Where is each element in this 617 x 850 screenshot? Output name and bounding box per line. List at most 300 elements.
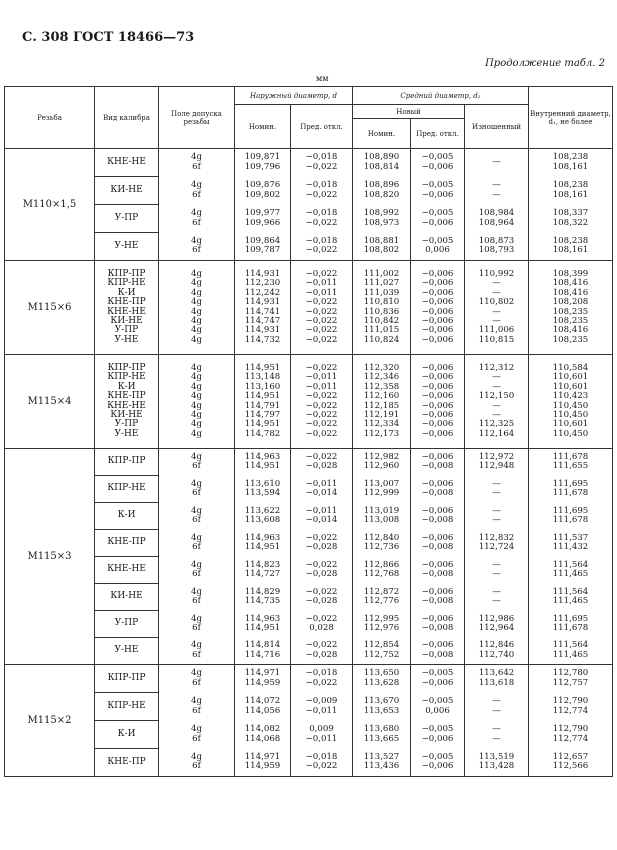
- value: 111,432: [552, 542, 589, 552]
- value: 4g: [191, 235, 202, 246]
- value: 112,866: [363, 559, 400, 570]
- mid-nominal-cell: [353, 261, 411, 355]
- mid-limit-cell: [411, 665, 465, 693]
- value: 112,780: [552, 668, 589, 679]
- mid-nominal-cell: [353, 233, 411, 261]
- value: −0,022: [305, 613, 338, 624]
- tolerance-cell: [159, 205, 235, 233]
- value: 0,006: [425, 705, 450, 716]
- mid-nominal-cell: [353, 721, 411, 749]
- value: 110,450: [552, 428, 589, 439]
- mid-limit-cell: [411, 261, 465, 355]
- page-header: С. 308 ГОСТ 18466—73: [22, 30, 195, 45]
- gauge-type-cell: К-И: [95, 503, 159, 530]
- value: 112,736: [363, 542, 400, 552]
- value: 111,564: [552, 559, 589, 570]
- table-row: [5, 449, 613, 476]
- value: −0,011: [305, 478, 338, 489]
- value: −0,014: [305, 515, 338, 525]
- value: 112,948: [478, 461, 515, 472]
- value: 4g: [191, 668, 202, 679]
- value: 111,695: [552, 613, 589, 624]
- col-outer-diameter: Наружный диаметр, d: [235, 87, 353, 105]
- value: −0,022: [305, 428, 338, 439]
- value: 6f: [192, 596, 201, 606]
- value: 6f: [192, 733, 201, 744]
- value: 113,019: [363, 505, 400, 516]
- value: 110,836: [363, 306, 400, 317]
- value: 114,963: [244, 451, 281, 462]
- value: −0,006: [421, 640, 454, 651]
- outer-limit-cell: [291, 355, 353, 449]
- inner-diameter-cell: [529, 503, 613, 530]
- value: −0,022: [305, 268, 338, 279]
- worn-cell: [465, 503, 529, 530]
- value: 112,972: [478, 451, 515, 462]
- mid-limit-cell: [411, 721, 465, 749]
- mid-limit-cell: [411, 584, 465, 611]
- value: 114,959: [244, 677, 281, 688]
- worn-cell: [465, 665, 529, 693]
- inner-diameter-cell: [529, 205, 613, 233]
- value: 108,890: [363, 152, 400, 163]
- outer-limit-cell: [291, 205, 353, 233]
- gauge-type-cell: КНЕ-НЕ: [95, 557, 159, 584]
- mid-limit-cell: [411, 449, 465, 476]
- value: 114,735: [244, 596, 281, 606]
- value: 109,787: [244, 245, 281, 256]
- worn-cell: [465, 749, 529, 777]
- mid-nominal-cell: [353, 611, 411, 638]
- value: 114,951: [244, 391, 281, 402]
- gauge-type: КПР-ПР: [107, 362, 146, 373]
- value: 112,320: [363, 362, 400, 373]
- tolerance-cell: [159, 638, 235, 665]
- outer-limit-cell: [291, 749, 353, 777]
- mid-limit-cell: [411, 557, 465, 584]
- value: −0,018: [305, 152, 338, 163]
- value: −0,011: [305, 381, 338, 392]
- value: 112,774: [552, 733, 589, 744]
- thread-cell: M115×2: [5, 665, 95, 777]
- value: 0,009: [309, 724, 334, 735]
- value: 6f: [192, 461, 201, 472]
- outer-nominal-cell: [235, 721, 291, 749]
- value: 112,164: [478, 428, 515, 439]
- value: −0,006: [421, 400, 454, 411]
- value: −0,008: [421, 596, 454, 606]
- value: 112,757: [552, 677, 589, 688]
- value: —: [492, 559, 501, 570]
- value: —: [492, 278, 501, 289]
- value: 109,966: [244, 217, 281, 228]
- mid-limit-cell: [411, 205, 465, 233]
- worn-cell: [465, 177, 529, 205]
- value: 112,160: [363, 391, 400, 402]
- gauge-type: К-И: [117, 287, 136, 298]
- value: −0,005: [421, 751, 454, 762]
- gauge-type: У-НЕ: [114, 428, 139, 439]
- gauge-type-cell: КПР-НЕ: [95, 693, 159, 721]
- outer-limit-cell: [291, 177, 353, 205]
- gauge-type-cell: КПР-ПР: [95, 665, 159, 693]
- worn-cell: [465, 638, 529, 665]
- value: 110,842: [363, 315, 400, 326]
- thread-cell: M115×3: [5, 449, 95, 665]
- table-row: [5, 584, 613, 611]
- gauge-type-cell: КПР-НЕ: [95, 476, 159, 503]
- value: −0,006: [421, 362, 454, 373]
- tolerance-cell: [159, 355, 235, 449]
- worn-cell: [465, 205, 529, 233]
- value: −0,022: [305, 400, 338, 411]
- outer-nominal-cell: [235, 177, 291, 205]
- outer-nominal-cell: [235, 693, 291, 721]
- value: 108,238: [552, 180, 589, 191]
- value: 113,618: [478, 677, 515, 688]
- value: −0,018: [305, 751, 338, 762]
- value: 111,564: [552, 640, 589, 651]
- tolerance-cell: [159, 149, 235, 177]
- value: 4g: [191, 696, 202, 707]
- value: 108,814: [363, 161, 400, 172]
- value: 4g: [191, 278, 202, 289]
- value: 0,028: [309, 623, 334, 633]
- value: 110,450: [552, 409, 589, 420]
- outer-nominal-cell: [235, 149, 291, 177]
- value: −0,022: [305, 245, 338, 256]
- inner-diameter-cell: [529, 665, 613, 693]
- value: −0,022: [305, 306, 338, 317]
- value: 112,752: [363, 649, 400, 660]
- outer-nominal-cell: [235, 503, 291, 530]
- outer-nominal-cell: [235, 233, 291, 261]
- value: —: [492, 724, 501, 735]
- inner-diameter-cell: [529, 557, 613, 584]
- value: 4g: [191, 334, 202, 345]
- table-row: [5, 355, 613, 449]
- value: 112,872: [363, 586, 400, 597]
- value: —: [492, 478, 501, 489]
- value: −0,008: [421, 649, 454, 660]
- value: 114,963: [244, 613, 281, 624]
- value: 110,601: [552, 381, 589, 392]
- value: 112,346: [363, 372, 400, 383]
- outer-limit-cell: [291, 149, 353, 177]
- value: −0,006: [421, 297, 454, 308]
- value: 112,150: [478, 391, 515, 402]
- mid-limit-cell: [411, 233, 465, 261]
- value: —: [492, 515, 501, 525]
- mid-limit-cell: [411, 749, 465, 777]
- mid-limit-cell: [411, 638, 465, 665]
- value: 6f: [192, 488, 201, 498]
- tolerance-cell: [159, 503, 235, 530]
- value: −0,008: [421, 542, 454, 552]
- value: 110,584: [552, 362, 589, 373]
- value: —: [492, 306, 501, 317]
- gauge-type: КНЕ-ПР: [107, 391, 146, 402]
- table-row: [5, 557, 613, 584]
- value: 0,006: [425, 245, 450, 256]
- outer-nominal-cell: [235, 476, 291, 503]
- value: −0,008: [421, 623, 454, 633]
- value: 113,653: [363, 705, 400, 716]
- value: 112,768: [363, 569, 400, 579]
- outer-limit-cell: [291, 611, 353, 638]
- outer-nominal-cell: [235, 530, 291, 557]
- value: −0,022: [305, 189, 338, 200]
- inner-diameter-cell: [529, 749, 613, 777]
- value: 111,465: [552, 596, 589, 606]
- inner-diameter-cell: [529, 476, 613, 503]
- inner-diameter-cell: [529, 638, 613, 665]
- gauge-type-cell: КНЕ-НЕ: [95, 149, 159, 177]
- value: 4g: [191, 419, 202, 430]
- thread-cell: M115×6: [5, 261, 95, 355]
- col-mid-limit: Пред. откл.: [411, 119, 465, 149]
- value: 6f: [192, 217, 201, 228]
- value: 112,657: [552, 751, 589, 762]
- value: −0,022: [305, 391, 338, 402]
- tolerance-cell: [159, 611, 235, 638]
- value: 111,039: [363, 287, 400, 298]
- value: 108,984: [478, 208, 515, 219]
- value: −0,018: [305, 180, 338, 191]
- table-row: [5, 530, 613, 557]
- value: −0,005: [421, 235, 454, 246]
- continuation-label: Продолжение табл. 2: [485, 58, 605, 69]
- value: 108,416: [552, 325, 589, 336]
- value: 4g: [191, 586, 202, 597]
- inner-diameter-cell: [529, 530, 613, 557]
- outer-nominal-cell: [235, 205, 291, 233]
- worn-cell: [465, 355, 529, 449]
- thread-cell: M115×4: [5, 355, 95, 449]
- outer-limit-cell: [291, 584, 353, 611]
- value: 6f: [192, 761, 201, 772]
- col-new: Новый: [353, 105, 465, 119]
- value: 114,951: [244, 461, 281, 472]
- value: −0,008: [421, 488, 454, 498]
- outer-limit-cell: [291, 261, 353, 355]
- value: 114,056: [244, 705, 281, 716]
- value: −0,006: [421, 409, 454, 420]
- value: −0,005: [421, 208, 454, 219]
- outer-nominal-cell: [235, 261, 291, 355]
- outer-limit-cell: [291, 638, 353, 665]
- gauge-type: У-ПР: [114, 419, 139, 430]
- value: −0,006: [421, 189, 454, 200]
- thread-cell: M110×1,5: [5, 149, 95, 261]
- value: −0,006: [421, 391, 454, 402]
- value: −0,006: [421, 306, 454, 317]
- table-body: [5, 149, 613, 777]
- value: −0,006: [421, 217, 454, 228]
- value: 4g: [191, 428, 202, 439]
- mid-nominal-cell: [353, 449, 411, 476]
- tolerance-cell: [159, 693, 235, 721]
- mid-nominal-cell: [353, 584, 411, 611]
- value: 110,815: [478, 334, 515, 345]
- value: 112,230: [244, 278, 281, 289]
- value: 113,680: [363, 724, 400, 735]
- value: −0,005: [421, 724, 454, 735]
- value: 114,727: [244, 569, 281, 579]
- value: 4g: [191, 306, 202, 317]
- value: 6f: [192, 649, 201, 660]
- value: −0,006: [421, 419, 454, 430]
- table-row: [5, 476, 613, 503]
- value: −0,006: [421, 268, 454, 279]
- value: −0,022: [305, 761, 338, 772]
- value: 110,802: [478, 297, 515, 308]
- value: 114,951: [244, 623, 281, 633]
- mid-limit-cell: [411, 149, 465, 177]
- outer-limit-cell: [291, 721, 353, 749]
- unit-label: мм: [316, 74, 329, 83]
- col-outer-limit: Пред. откл.: [291, 105, 353, 149]
- value: −0,022: [305, 419, 338, 430]
- value: 114,732: [244, 334, 281, 345]
- value: 111,465: [552, 649, 589, 660]
- col-gauge-type: Вид калибра: [95, 87, 159, 149]
- value: −0,006: [421, 613, 454, 624]
- mid-limit-cell: [411, 177, 465, 205]
- value: −0,022: [305, 334, 338, 345]
- gauge-type: КПР-ПР: [107, 268, 146, 279]
- value: 112,185: [363, 400, 400, 411]
- value: —: [492, 488, 501, 498]
- table-row: [5, 721, 613, 749]
- tolerance-cell: [159, 233, 235, 261]
- value: 112,566: [552, 761, 589, 772]
- table-row: [5, 261, 613, 355]
- value: 4g: [191, 532, 202, 543]
- value: 114,741: [244, 306, 281, 317]
- value: −0,022: [305, 451, 338, 462]
- value: −0,006: [421, 334, 454, 345]
- gauge-type-cell: КИ-НЕ: [95, 584, 159, 611]
- gauge-type: КНЕ-НЕ: [107, 306, 146, 317]
- value: 110,450: [552, 400, 589, 411]
- value: 113,608: [244, 515, 281, 525]
- value: 6f: [192, 189, 201, 200]
- mid-limit-cell: [411, 693, 465, 721]
- mid-nominal-cell: [353, 177, 411, 205]
- inner-diameter-cell: [529, 149, 613, 177]
- value: −0,022: [305, 325, 338, 336]
- value: −0,028: [305, 542, 338, 552]
- value: 113,008: [363, 515, 400, 525]
- mid-nominal-cell: [353, 693, 411, 721]
- table-row: [5, 233, 613, 261]
- table-row: [5, 749, 613, 777]
- value: 114,797: [244, 409, 281, 420]
- col-tolerance: Поле допуска резьбы: [159, 87, 235, 149]
- value: 109,876: [244, 180, 281, 191]
- value: 109,864: [244, 235, 281, 246]
- value: 113,007: [363, 478, 400, 489]
- value: −0,006: [421, 478, 454, 489]
- value: 113,610: [244, 478, 281, 489]
- value: 112,854: [363, 640, 400, 651]
- value: —: [492, 505, 501, 516]
- outer-nominal-cell: [235, 584, 291, 611]
- thread-gauge-table: [4, 86, 613, 777]
- value: 108,161: [552, 189, 589, 200]
- gauge-type: КНЕ-НЕ: [107, 400, 146, 411]
- value: −0,028: [305, 596, 338, 606]
- outer-limit-cell: [291, 503, 353, 530]
- value: 4g: [191, 559, 202, 570]
- table-row: [5, 503, 613, 530]
- inner-diameter-cell: [529, 721, 613, 749]
- value: 113,628: [363, 677, 400, 688]
- value: 112,995: [363, 613, 400, 624]
- value: −0,006: [421, 287, 454, 298]
- value: —: [492, 596, 501, 606]
- value: 108,235: [552, 334, 589, 345]
- value: 113,436: [363, 761, 400, 772]
- value: 108,896: [363, 180, 400, 191]
- value: 108,161: [552, 245, 589, 256]
- value: 111,027: [363, 278, 400, 289]
- value: −0,006: [421, 161, 454, 172]
- gauge-type: У-ПР: [114, 325, 139, 336]
- value: —: [492, 569, 501, 579]
- mid-nominal-cell: [353, 205, 411, 233]
- value: 4g: [191, 325, 202, 336]
- outer-nominal-cell: [235, 638, 291, 665]
- value: 108,161: [552, 161, 589, 172]
- mid-limit-cell: [411, 476, 465, 503]
- value: 112,242: [244, 287, 281, 298]
- value: 111,695: [552, 505, 589, 516]
- value: −0,011: [305, 372, 338, 383]
- value: 113,594: [244, 488, 281, 498]
- value: 112,976: [363, 623, 400, 633]
- value: 108,235: [552, 306, 589, 317]
- gauge-type-cell: [95, 355, 159, 449]
- gauge-type-cell: КНЕ-ПР: [95, 530, 159, 557]
- value: 109,871: [244, 152, 281, 163]
- value: 108,208: [552, 297, 589, 308]
- value: −0,006: [421, 559, 454, 570]
- value: 113,670: [363, 696, 400, 707]
- value: 4g: [191, 315, 202, 326]
- value: 108,337: [552, 208, 589, 219]
- value: 6f: [192, 677, 201, 688]
- value: −0,022: [305, 677, 338, 688]
- gauge-type: У-НЕ: [114, 334, 139, 345]
- value: 112,776: [363, 596, 400, 606]
- value: 113,160: [244, 381, 281, 392]
- outer-limit-cell: [291, 665, 353, 693]
- value: −0,006: [421, 315, 454, 326]
- value: 111,537: [552, 532, 589, 543]
- value: −0,006: [421, 372, 454, 383]
- value: 112,790: [552, 696, 589, 707]
- value: —: [492, 381, 501, 392]
- value: 113,665: [363, 733, 400, 744]
- value: 112,191: [363, 409, 400, 420]
- value: −0,006: [421, 451, 454, 462]
- value: −0,011: [305, 278, 338, 289]
- mid-nominal-cell: [353, 149, 411, 177]
- value: 6f: [192, 515, 201, 525]
- value: 4g: [191, 362, 202, 373]
